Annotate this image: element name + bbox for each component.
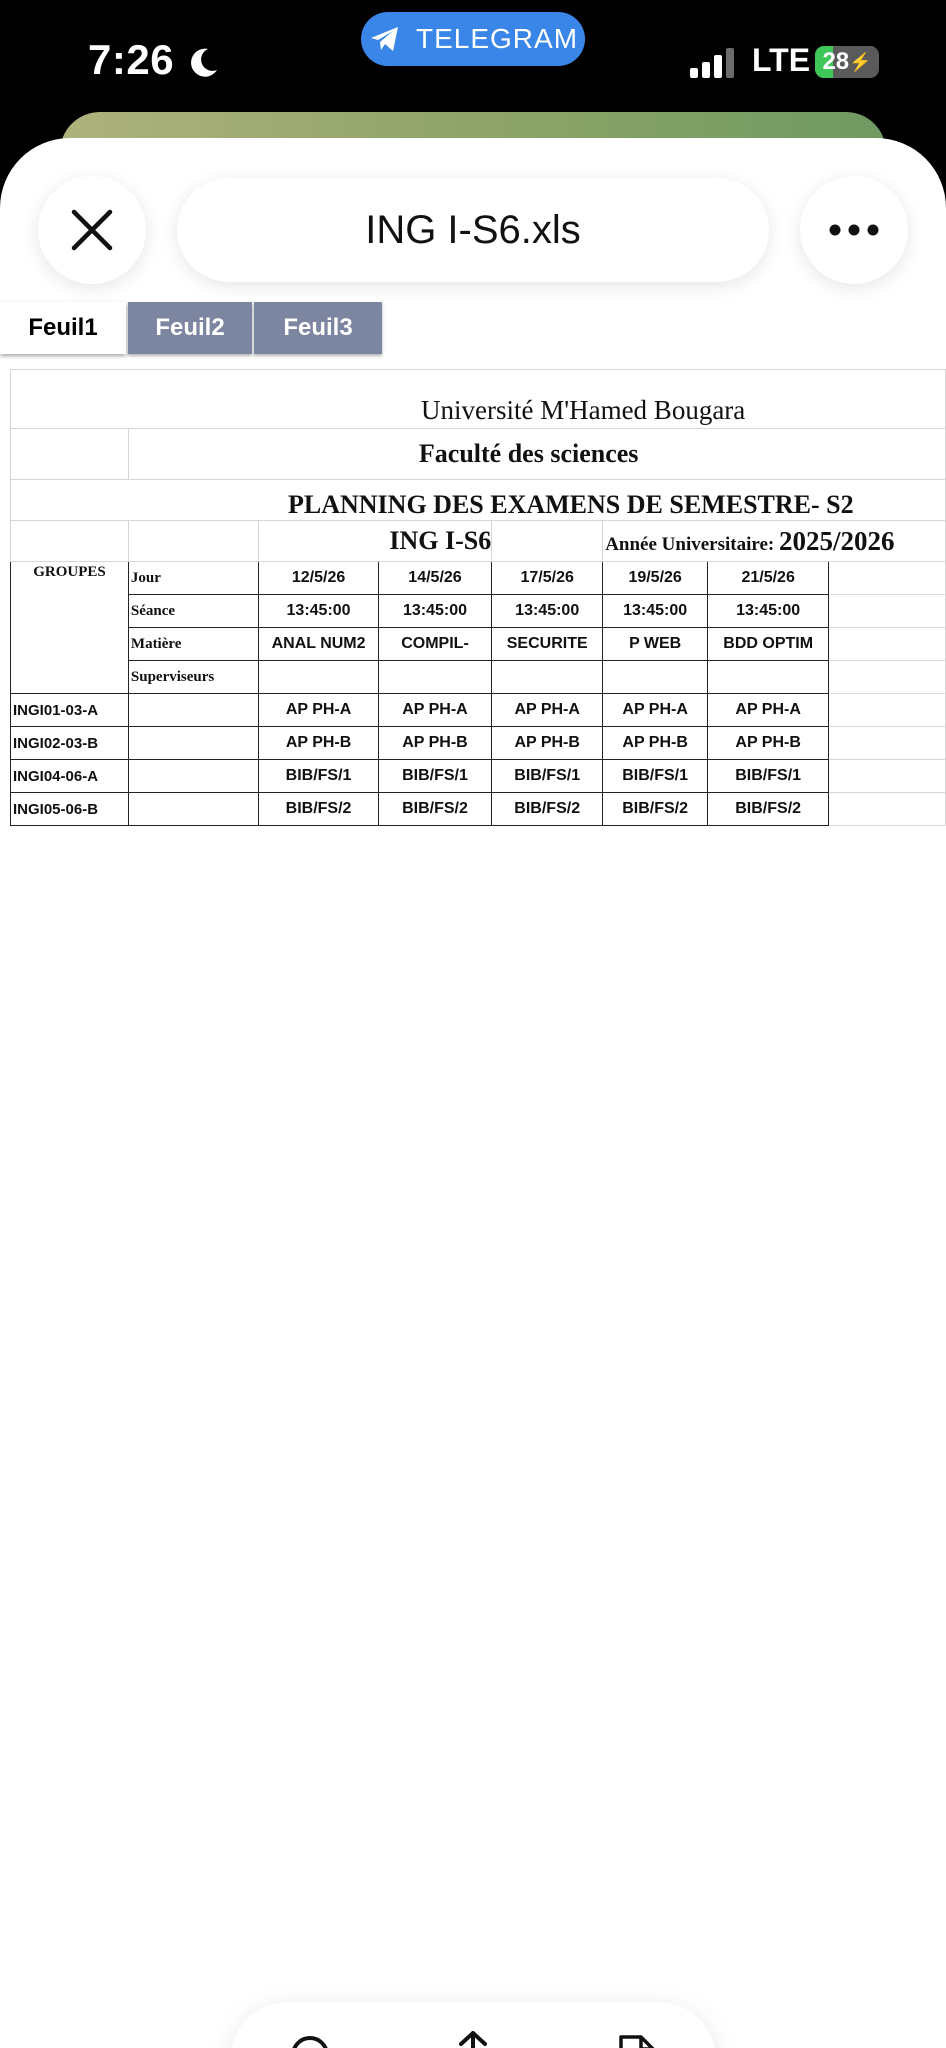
empty-cell — [492, 521, 603, 562]
header-row-university — [11, 370, 946, 429]
close-button[interactable] — [38, 176, 146, 284]
room-cell[interactable]: BIB/FS/2 — [492, 793, 603, 826]
subject-cell[interactable]: COMPIL- — [378, 628, 491, 661]
row-matiere — [11, 628, 946, 661]
subject-cell[interactable]: BDD OPTIM — [708, 628, 829, 661]
group-name[interactable]: INGI01-03-A — [11, 694, 129, 727]
empty-cell — [11, 521, 129, 562]
group-name[interactable]: INGI05-06-B — [11, 793, 129, 826]
room-cell[interactable]: AP PH-B — [492, 727, 603, 760]
exam-schedule-table — [10, 369, 946, 826]
moon-icon — [186, 46, 220, 80]
group-name[interactable]: INGI02-03-B — [11, 727, 129, 760]
room-cell[interactable]: BIB/FS/1 — [708, 760, 829, 793]
time-cell[interactable]: 13:45:00 — [378, 595, 491, 628]
level-label: ING I-S6 — [259, 521, 492, 562]
day-cell[interactable]: 14/5/26 — [378, 562, 491, 595]
bottom-toolbar — [230, 2002, 716, 2048]
status-bar — [0, 0, 946, 130]
empty-cell — [128, 727, 258, 760]
empty-cell — [829, 694, 946, 727]
group-row — [11, 760, 946, 793]
group-row — [11, 727, 946, 760]
telegram-return-pill[interactable] — [361, 12, 585, 66]
university-name: Université M'Hamed Bougara — [11, 370, 946, 429]
empty-cell — [829, 628, 946, 661]
supervisor-cell[interactable] — [259, 661, 378, 694]
time-cell[interactable]: 13:45:00 — [603, 595, 708, 628]
row-label-seance: Séance — [128, 595, 258, 628]
row-label-matiere: Matière — [128, 628, 258, 661]
group-row — [11, 694, 946, 727]
empty-cell — [829, 793, 946, 826]
room-cell[interactable]: BIB/FS/2 — [603, 793, 708, 826]
room-cell[interactable]: AP PH-A — [378, 694, 491, 727]
empty-cell — [829, 727, 946, 760]
battery-indicator — [815, 46, 879, 78]
row-superviseurs — [11, 661, 946, 694]
more-options-button[interactable] — [800, 176, 908, 284]
subject-cell[interactable]: SECURITE — [492, 628, 603, 661]
tab-feuil2[interactable]: Feuil2 — [128, 302, 252, 354]
document-viewer — [0, 138, 946, 2048]
subject-cell[interactable]: P WEB — [603, 628, 708, 661]
header-row-planning — [11, 480, 946, 521]
search-button[interactable] — [283, 2028, 347, 2048]
year-label: Année Universitaire: — [605, 533, 775, 555]
faculty-name: Faculté des sciences — [128, 429, 945, 480]
document-title: ING I-S6.xls — [177, 178, 769, 282]
supervisor-cell[interactable] — [492, 661, 603, 694]
group-name[interactable]: INGI04-06-A — [11, 760, 129, 793]
room-cell[interactable]: AP PH-A — [708, 694, 829, 727]
group-row — [11, 793, 946, 826]
empty-cell — [128, 521, 258, 562]
room-cell[interactable]: AP PH-B — [378, 727, 491, 760]
tab-feuil1[interactable]: Feuil1 — [0, 302, 126, 354]
network-type: LTE — [752, 42, 811, 78]
room-cell[interactable]: BIB/FS/1 — [603, 760, 708, 793]
room-cell[interactable]: BIB/FS/1 — [492, 760, 603, 793]
room-cell[interactable]: BIB/FS/1 — [378, 760, 491, 793]
supervisor-cell[interactable] — [708, 661, 829, 694]
room-cell[interactable]: BIB/FS/1 — [259, 760, 378, 793]
row-label-jour: Jour — [128, 562, 258, 595]
share-icon — [445, 2029, 501, 2048]
time-cell[interactable]: 13:45:00 — [708, 595, 829, 628]
room-cell[interactable]: AP PH-B — [603, 727, 708, 760]
subject-cell[interactable]: ANAL NUM2 — [259, 628, 378, 661]
groups-header: GROUPES — [11, 562, 129, 694]
header-row-faculty — [11, 429, 946, 480]
year-value: 2025/2026 — [778, 525, 895, 556]
time-cell[interactable]: 13:45:00 — [259, 595, 378, 628]
room-cell[interactable]: BIB/FS/2 — [259, 793, 378, 826]
academic-year — [603, 521, 946, 562]
quick-look-button[interactable] — [600, 2028, 664, 2048]
room-cell[interactable]: AP PH-A — [603, 694, 708, 727]
row-seance — [11, 595, 946, 628]
row-jour — [11, 562, 946, 595]
quick-look-icon — [603, 2031, 661, 2048]
close-icon — [70, 208, 114, 252]
empty-cell — [829, 760, 946, 793]
room-cell[interactable]: AP PH-B — [708, 727, 829, 760]
day-cell[interactable]: 19/5/26 — [603, 562, 708, 595]
cellular-signal-icon — [690, 48, 738, 78]
status-time: 7:26 — [88, 36, 175, 83]
empty-cell — [128, 694, 258, 727]
row-label-superviseurs: Superviseurs — [128, 661, 258, 694]
share-button[interactable] — [441, 2028, 505, 2048]
day-cell[interactable]: 12/5/26 — [259, 562, 378, 595]
room-cell[interactable]: BIB/FS/2 — [378, 793, 491, 826]
search-icon — [287, 2032, 343, 2048]
battery-percent: 28 — [822, 48, 850, 75]
planning-title: PLANNING DES EXAMENS DE SEMESTRE- S2 — [11, 480, 946, 521]
empty-cell — [829, 562, 946, 595]
charging-bolt-icon: ⚡ — [849, 51, 872, 72]
room-cell[interactable]: AP PH-A — [259, 694, 378, 727]
telegram-icon — [368, 22, 402, 56]
room-cell[interactable]: BIB/FS/2 — [708, 793, 829, 826]
supervisor-cell[interactable] — [378, 661, 491, 694]
room-cell[interactable]: AP PH-B — [259, 727, 378, 760]
day-cell[interactable]: 21/5/26 — [708, 562, 829, 595]
time-cell[interactable]: 13:45:00 — [492, 595, 603, 628]
tab-feuil3[interactable]: Feuil3 — [254, 302, 382, 354]
empty-cell — [829, 661, 946, 694]
day-cell[interactable]: 17/5/26 — [492, 562, 603, 595]
empty-cell — [128, 760, 258, 793]
spreadsheet — [10, 369, 946, 826]
telegram-pill-label: TELEGRAM — [415, 23, 579, 54]
empty-cell — [11, 429, 129, 480]
empty-cell — [829, 595, 946, 628]
empty-cell — [128, 793, 258, 826]
ellipsis-icon — [829, 224, 879, 236]
room-cell[interactable]: AP PH-A — [492, 694, 603, 727]
supervisor-cell[interactable] — [603, 661, 708, 694]
header-row-level — [11, 521, 946, 562]
